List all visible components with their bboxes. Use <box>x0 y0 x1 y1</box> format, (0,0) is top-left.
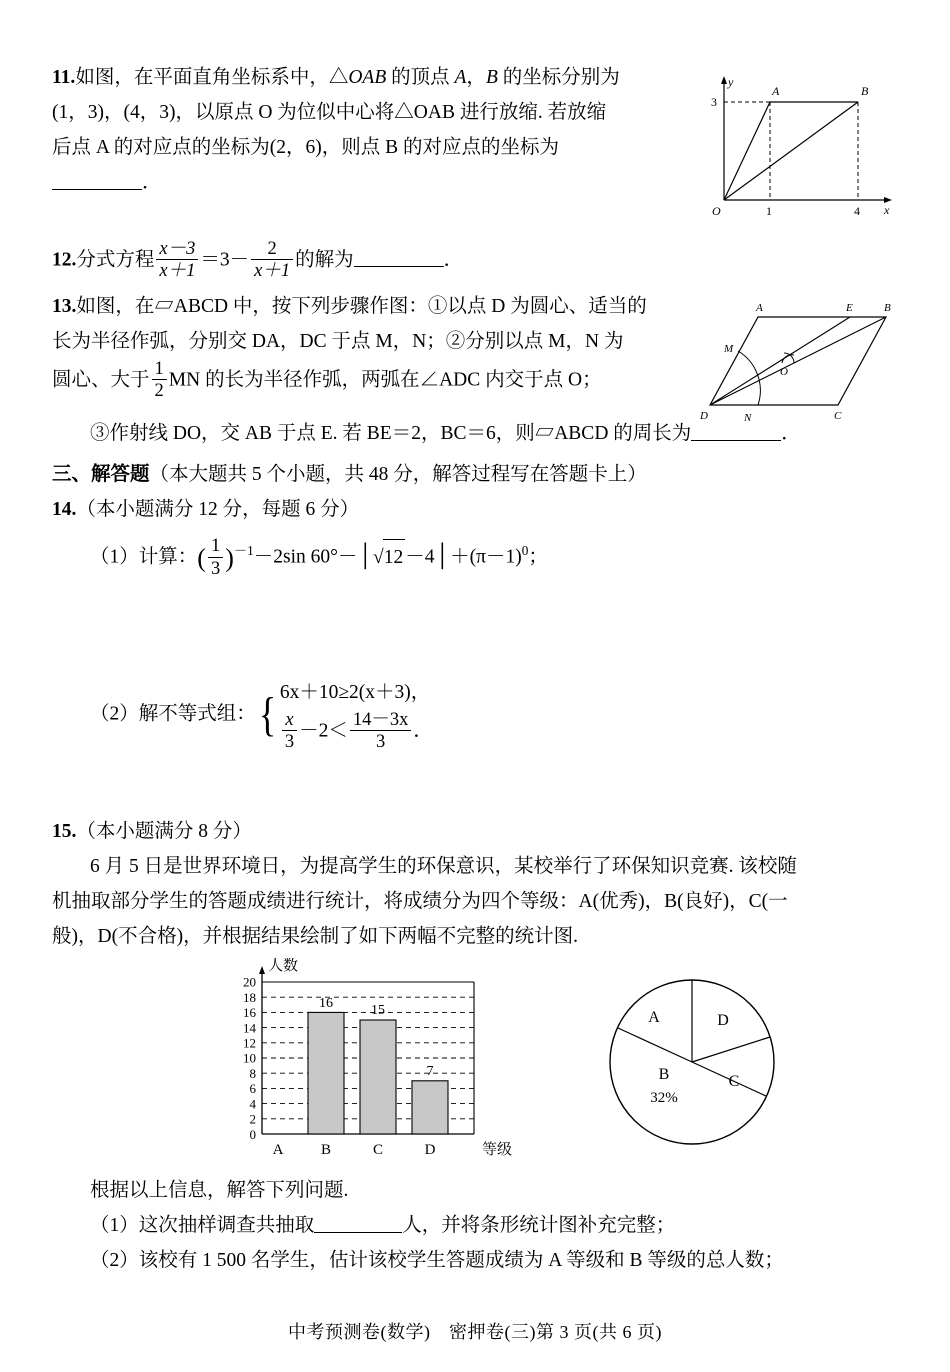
question-14-p1-tail: －4 <box>405 546 435 568</box>
fig13-label-m: M <box>724 342 734 355</box>
question-12-mid: ＝3－ <box>200 249 250 271</box>
bar-cat-a: A <box>272 1141 284 1158</box>
question-11-oab: OAB <box>348 67 387 88</box>
question-12-frac2-den: x＋1 <box>254 260 291 282</box>
question-12-fraction-1 <box>156 238 198 282</box>
question-14-p1-exponent: －1 <box>233 543 254 559</box>
question-12-frac2-num: 2 <box>251 238 293 260</box>
question-13-frac-den: 2 <box>154 379 164 401</box>
question-14 <box>52 492 898 753</box>
q14-i2-f1-num: x <box>282 709 297 731</box>
bar-ytick-12: 12 <box>243 1035 256 1051</box>
question-15-head-row <box>52 814 898 849</box>
question-12-number: 12. <box>52 249 77 271</box>
question-14-p1-frac-den: 3 <box>210 557 221 579</box>
bar-ytick-0: 0 <box>249 1126 256 1142</box>
question-14-ineq2-frac2 <box>350 709 412 753</box>
question-15-number: 15. <box>52 820 77 842</box>
fig11-tick-1: 1 <box>766 204 772 218</box>
question-15-head: （本小题满分 8 分） <box>76 820 252 842</box>
question-11-line2: (1，3)，(4，3)，以原点 O 为位似中心将△OAB 进行放缩. 若放缩 <box>52 102 607 123</box>
bar-ytick-10: 10 <box>243 1050 256 1066</box>
q14-i2-mid: －2＜ <box>299 720 348 742</box>
question-12-period: ． <box>443 249 464 271</box>
question-11-answer-blank[interactable] <box>52 170 142 191</box>
question-11-period: ． <box>142 172 162 193</box>
question-14-head: （本小题满分 12 分，每题 6 分） <box>76 499 360 521</box>
bar-label-c: 15 <box>371 1002 385 1018</box>
question-11-A: A <box>454 67 467 88</box>
question-11-comma: ， <box>466 67 486 88</box>
question-15-after-note: 根据以上信息，解答下列问题. <box>90 1179 349 1201</box>
page-footer: 中考预测卷(数学) 密押卷(三)第 3 页(共 6 页) <box>288 1322 662 1342</box>
question-13-figure <box>698 295 898 425</box>
question-13-number: 13. <box>52 295 77 317</box>
q14-i2-end: ． <box>413 720 433 742</box>
question-15-para-2: 机抽取部分学生的答题成绩进行统计，将成绩分为四个等级：A(优秀)，B(良好)，C(一 <box>52 890 788 912</box>
question-13-half-fraction <box>152 358 167 402</box>
bar-y-axis-title: 人数 <box>268 957 299 974</box>
bar-label-b: 16 <box>319 995 333 1011</box>
fig13-label-e: E <box>846 301 853 314</box>
question-12-frac1-den: x＋1 <box>159 260 196 282</box>
pie-label-d: D <box>717 1011 729 1029</box>
bar-ytick-6: 6 <box>249 1080 256 1096</box>
question-13-frac-num: 1 <box>152 358 167 380</box>
fig11-origin: O <box>712 204 721 218</box>
pie-label-b: B <box>658 1065 670 1083</box>
fig13-label-o: O <box>780 365 788 378</box>
question-11-line1-a: 如图，在平面直角坐标系中，△ <box>75 67 349 88</box>
q14-i2-f2-num: 14－3x <box>350 709 412 731</box>
question-14-p2-prefix: （2）解不等式组： <box>90 703 256 725</box>
question-14-system-rows <box>280 676 433 754</box>
fig11-x-label: x <box>884 203 890 217</box>
pie-chart <box>592 962 802 1179</box>
question-14-p1-sqrt: 12 <box>383 539 406 575</box>
bar-c <box>360 1020 396 1134</box>
section-3-heading <box>52 457 898 492</box>
question-11-line3: 后点 A 的对应点的坐标为(2，6)，则点 B 的对应点的坐标为 <box>52 137 560 158</box>
question-12-answer-blank[interactable] <box>354 247 444 268</box>
bar-label-d: 7 <box>426 1063 434 1079</box>
question-13-line3 <box>52 359 692 403</box>
question-14-p1-mid: －2sin 60°－ <box>253 546 358 568</box>
question-15-sub1-blank[interactable] <box>314 1212 402 1233</box>
q14-i2-f1-den: 3 <box>284 731 295 753</box>
question-12-text-a: 分式方程 <box>76 249 155 271</box>
question-13-line3-a: 圆心、大于 <box>52 368 150 390</box>
fig13-label-n: N <box>744 411 752 424</box>
question-14-part1: （1）计算：( $\frac{1}{3}$ )$^{-1}$－2sin 60°－│√12 $-4│+(\pi-1)^0$； <box>90 535 548 579</box>
question-14-p1-end: ＋(π－1) <box>450 546 522 568</box>
question-14-p1-prefix: （1）计算： <box>90 546 198 568</box>
bar-d <box>412 1080 448 1133</box>
question-13 <box>52 289 898 452</box>
pie-label-c: C <box>728 1072 740 1090</box>
fig11-y-label: y <box>728 75 734 89</box>
fig13-label-c: C <box>834 409 842 422</box>
question-14-part2 <box>90 676 898 754</box>
question-14-ineq-2 <box>280 710 433 754</box>
page-content <box>52 60 898 1278</box>
question-14-ineq-1: 6x＋10≥2(x＋3)， <box>279 682 431 704</box>
question-11 <box>52 60 898 235</box>
bar-x-axis-title: 等级 <box>482 1140 513 1158</box>
pie-annotation-32pct: 32% <box>650 1089 678 1106</box>
bar-ytick-4: 4 <box>249 1095 256 1111</box>
question-12-frac1-num: x－3 <box>156 238 198 260</box>
fig13-label-b: B <box>884 301 891 314</box>
fig13-label-d: D <box>700 409 708 422</box>
bar-cat-b: B <box>320 1141 332 1158</box>
bar-ytick-20: 20 <box>243 974 256 990</box>
bar-b <box>308 1012 344 1134</box>
question-12-fraction-2 <box>251 238 293 282</box>
question-13-line3-b: MN 的长为半径作弧，两弧在∠ADC 内交于点 O； <box>168 368 602 390</box>
question-11-line1-b: 的顶点 <box>386 67 455 88</box>
question-14-p1-fraction <box>208 535 223 579</box>
bar-ytick-18: 18 <box>243 989 256 1005</box>
question-15-sub1-a: （1）这次抽样调查共抽取 <box>90 1214 315 1236</box>
section-3-desc: （本大题共 5 个小题，共 48 分，解答过程写在答题卡上） <box>149 464 647 486</box>
pie-label-a: A <box>648 1008 660 1026</box>
q14-i2-f2-den: 3 <box>375 731 386 753</box>
question-14-p1-semicolon: ； <box>528 546 548 568</box>
bar-ytick-2: 2 <box>249 1111 256 1127</box>
question-12-text-b: 的解为 <box>295 249 354 271</box>
question-15-sub-1 <box>52 1208 898 1243</box>
fig13-label-a: A <box>756 301 763 314</box>
question-13-line1: 如图，在▱ABCD 中，按下列步骤作图：①以点 D 为圆心、适当的 <box>76 295 647 317</box>
question-14-head-row <box>52 492 898 527</box>
question-11-number: 11. <box>52 67 76 88</box>
bar-cat-d: D <box>424 1141 436 1158</box>
bar-chart <box>202 958 542 1180</box>
question-13-line4-text: ③作射线 DO，交 AB 于点 E. 若 BE＝2，BC＝6，则▱ABCD 的周长为 <box>90 423 692 445</box>
question-15-sub1-b: 人，并将条形统计图补充完整； <box>402 1214 676 1236</box>
question-14-ineq2-frac1 <box>282 709 297 753</box>
question-11-figure <box>698 70 898 230</box>
question-15-para-3: 般)，D(不合格)，并根据结果绘制了如下两幅不完整的统计图. <box>52 925 578 947</box>
question-12 <box>52 239 898 283</box>
bar-cat-c: C <box>372 1141 384 1158</box>
fig11-tick-3: 3 <box>711 95 717 109</box>
bar-ytick-14: 14 <box>243 1019 256 1035</box>
question-14-system-brace: { <box>258 687 276 741</box>
section-3-label: 三、解答题 <box>52 464 150 486</box>
question-14-p1-frac-num: 1 <box>208 535 223 557</box>
question-15-charts <box>52 958 898 1173</box>
bar-ytick-16: 16 <box>243 1004 256 1020</box>
question-14-number: 14. <box>52 499 77 521</box>
fig11-tick-4: 4 <box>854 204 860 218</box>
question-15-para-1: 6 月 5 日是世界环境日，为提高学生的环保意识，某校举行了环保知识竞赛. 该校随 <box>90 855 797 877</box>
fig11-point-b: B <box>861 84 869 98</box>
question-13-line2: 长为半径作弧，分别交 DA，DC 于点 M，N；②分别以点 M，N 为 <box>52 330 624 352</box>
question-15-sub-2: （2）该校有 1 500 名学生，估计该校学生答题成绩为 A 等级和 B 等级的总人数； <box>90 1249 784 1271</box>
question-11-line1-d: 的坐标分别为 <box>497 67 620 88</box>
fig11-point-a: A <box>772 84 780 98</box>
question-11-B: B <box>485 67 498 88</box>
question-13-line4-end: ． <box>781 423 801 445</box>
bar-ytick-8: 8 <box>249 1065 256 1081</box>
question-14-p1-zero: 0 <box>521 543 529 559</box>
question-15 <box>52 814 898 1278</box>
